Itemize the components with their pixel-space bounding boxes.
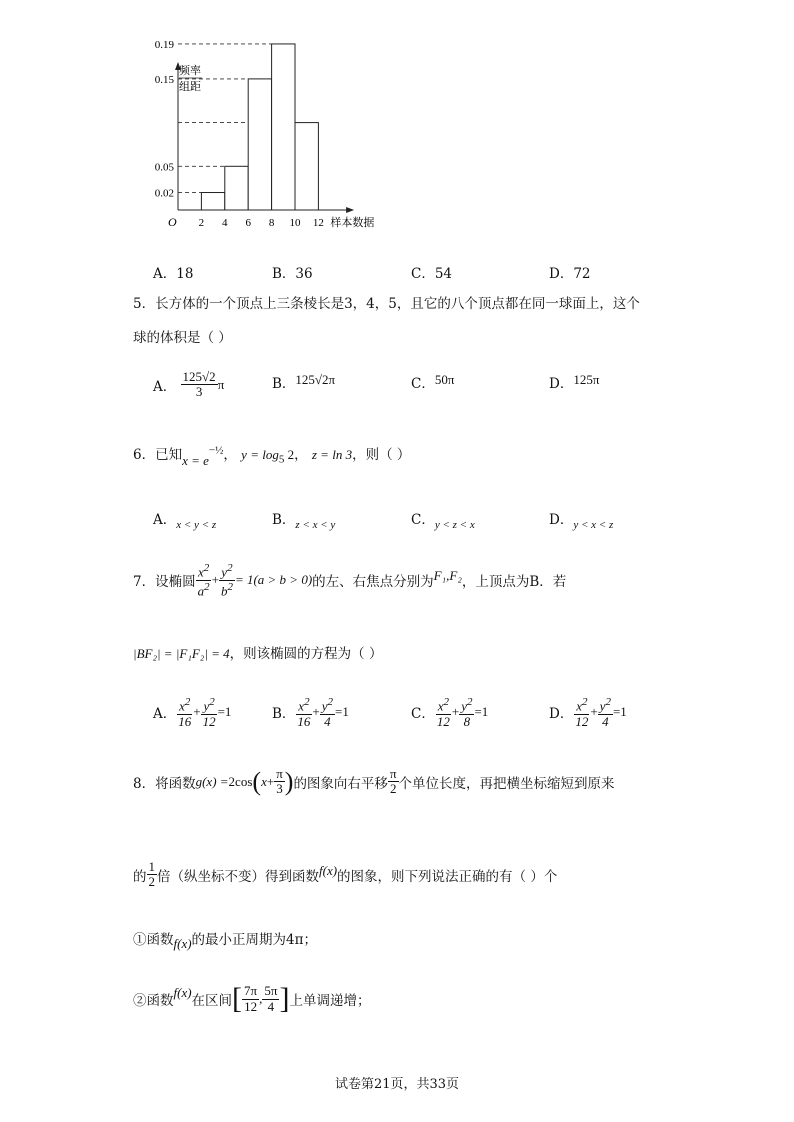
- x-tick-label: 4: [222, 217, 228, 229]
- x-tick-label: 6: [245, 217, 251, 229]
- x-axis-label: 样本数据: [330, 217, 375, 229]
- histogram-chart: [140, 38, 410, 245]
- q7-option-b: B． $\frac{x^2}{16}$ + $\frac{y^2}{4}$ =1: [272, 696, 349, 729]
- x-tick-label: 10: [289, 217, 301, 229]
- page-footer: 试卷第21页，共33页: [334, 1077, 460, 1092]
- histogram-bar: [225, 166, 248, 210]
- y-axis-label-top: 频率: [179, 65, 201, 77]
- x-axis-arrow: [346, 207, 354, 213]
- q6-option-a: A．$_{x < y < z}$: [153, 512, 217, 531]
- histogram-bar: [201, 193, 224, 210]
- q8-stem-line2: 的 $\frac{1}{2}$ 倍（纵坐标不变）得到函数 f(x) 的图象，则下列说法正确的有（ ）个: [133, 859, 558, 890]
- q7-stem-line2: |BF₂| = |F₁F₂| = 4，则该椭圆的方程为（ ）: [133, 646, 383, 662]
- q4-option-c: C．54: [411, 266, 453, 282]
- x-tick-label: 2: [198, 217, 205, 229]
- q6-option-d: D．$_{y < x < z}$: [549, 512, 614, 531]
- q6-stem: 6．已知$x = e^{-\frac{1}{2}}$， $y = \log_5 2$， z = ln 3，则（ ）: [133, 444, 411, 468]
- q5-option-c: C．50π: [411, 372, 455, 392]
- q7-option-c: C． $\frac{x^2}{12}$ + $\frac{y^2}{8}$ =1: [411, 696, 489, 729]
- q4-option-a: A．18: [153, 266, 194, 282]
- q8-stem-line1: 8．将函数 g(x) = 2cos ( x + $\frac{\pi}{3}$ ) 的图象向右平移 $\frac{\pi}{2}$ 个单位长度，再把横坐标缩短到原来: [133, 766, 615, 797]
- histogram-bar: [248, 79, 271, 210]
- q5-stem-line2: 球的体积是（ ）: [133, 330, 232, 346]
- y-tick-label: 0.05: [154, 161, 174, 174]
- y-axis-label-bottom: 组距: [179, 81, 201, 93]
- x-tick-label: 12: [312, 217, 324, 229]
- q5-option-a: A． $\frac{125√2}{3}$ π: [153, 369, 225, 400]
- q4-option-b: B．36: [272, 266, 313, 282]
- y-tick-label: 0.02: [154, 187, 174, 200]
- q4-option-d: D．72: [549, 266, 591, 282]
- q8-item1: ①函数f(x)的最小正周期为4π；: [133, 932, 318, 951]
- histogram-bar: [272, 44, 295, 210]
- q5-option-b: B．125√2π: [272, 372, 336, 392]
- q7-option-d: D． $\frac{x^2}{12}$ + $\frac{y^2}{4}$ =1: [549, 696, 627, 729]
- origin-label: O: [168, 215, 177, 229]
- q5-stem-line1: 5．长方体的一个顶点上三条棱长是3，4，5，且它的八个顶点都在同一球面上，这个: [133, 296, 640, 312]
- y-tick-label: 0.19: [154, 38, 174, 51]
- q7-option-a: A． $\frac{x^2}{16}$ + $\frac{y^2}{12}$ =1: [153, 696, 232, 729]
- q5-option-d: D．125π: [549, 372, 600, 392]
- y-tick-label: 0.15: [154, 73, 174, 86]
- q8-item2: ②函数 f(x) 在区间 [ $\frac{7\pi}{12}$ , $\frac{5\pi}{4}$ ] 上单调递增；: [133, 982, 371, 1015]
- q7-stem-line1: 7．设椭圆 $\frac{x^2}{a^2}$ + $\frac{y^2}{b^2}$ = 1(a > b > 0) 的左、右焦点分别为 F₁,F₂ ，上顶点为B．若: [133, 562, 567, 598]
- x-tick-label: 8: [268, 217, 275, 229]
- q6-option-b: B．$_{z < x < y}$: [272, 512, 336, 531]
- histogram-bar: [295, 123, 318, 210]
- q6-option-c: C．$_{y < z < x}$: [411, 512, 475, 531]
